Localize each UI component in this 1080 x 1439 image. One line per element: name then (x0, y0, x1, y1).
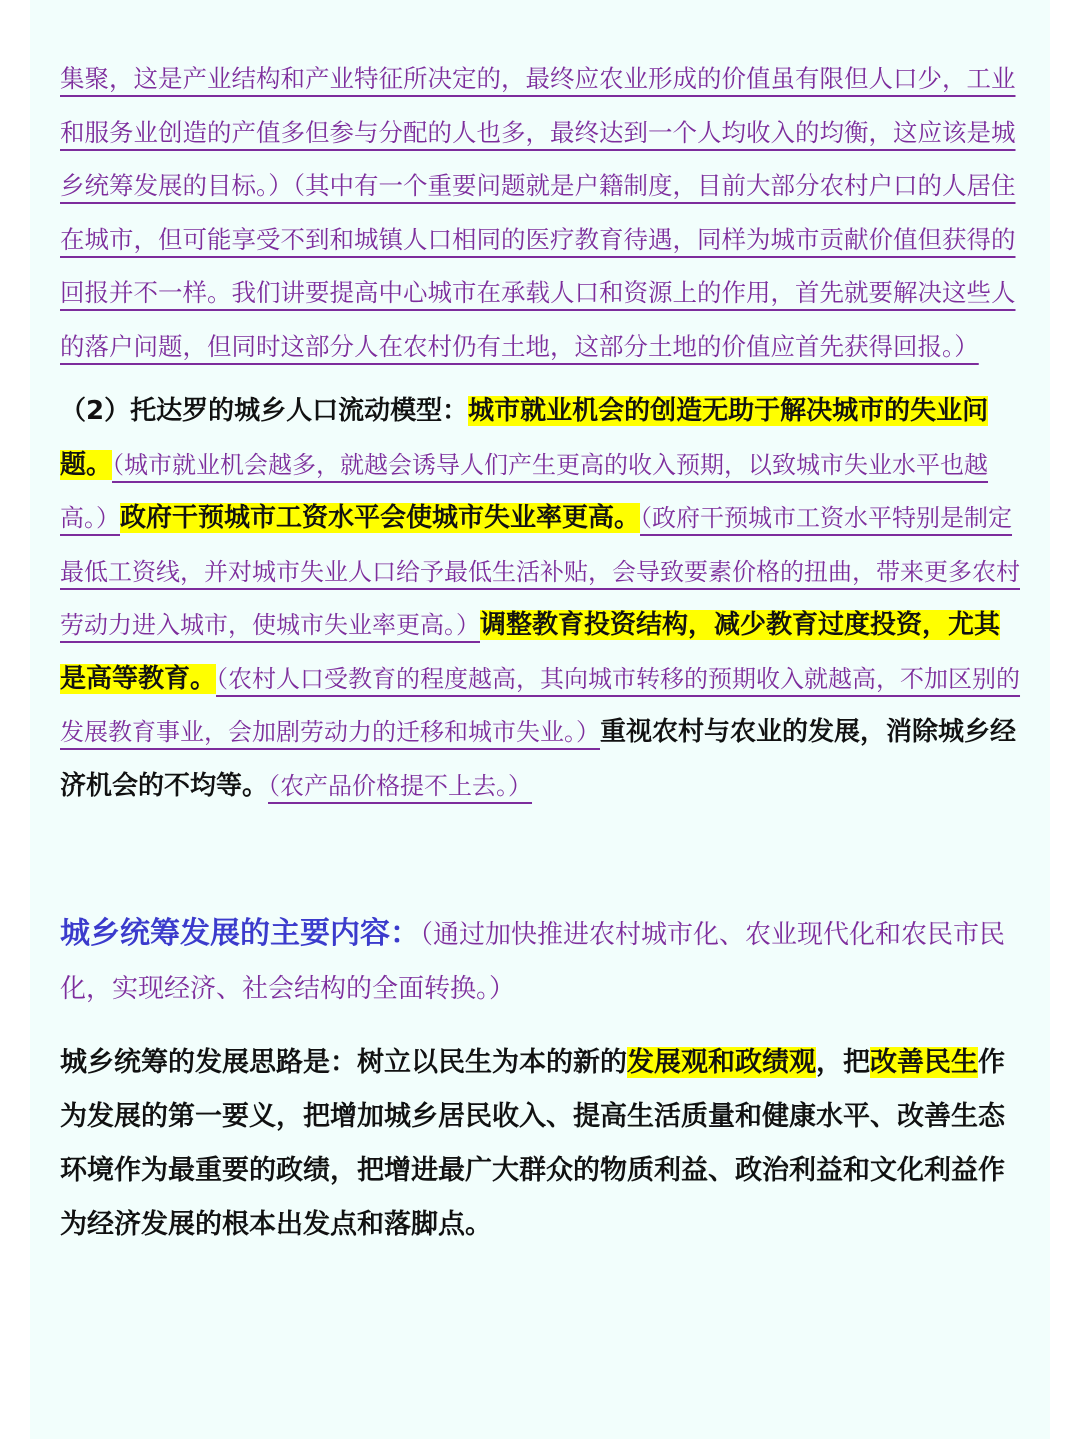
key-point-3: 调整教育投资结构，减少教育过度投资，尤其是高等教育。 (60, 610, 1001, 694)
key-point-1: 城市就业机会的创造无助于解决城市的失业问题。 (60, 396, 989, 480)
idea-text-2: ，把 (816, 1047, 870, 1078)
annotation-note-3: （农村人口受教育的程度越高，其向城市转移的预期收入就越高，不加区别的发展教育事业，会加剧劳动力的迁移和城市失业。） (60, 664, 1021, 746)
annotation-note: 集聚，这是产业结构和产业特征所决定的，最终应农业形成的价值虽有限但人口少，工业和服务业创造的产值多但参与分配的人也多，最终达到一个人均收入的均衡，这应该是城乡统筹发展的目标。）（其中有一个重要问题就是户籍制度，目前大部分农村户口的人居住在城市，但可能享受不到和城镇人口相同的医疗教育待遇，同样为城市贡献价值但获得的回报并不一样。我们讲要提高中心城市在承载人口和资源上的作用，首先就要解决这些人的落户问题，但同时这部分人在农村仍有土地，这部分土地的价值应首先获得回报。） (60, 64, 1016, 361)
annotation-note-2: （政府干预城市工资水平特别是制定最低工资线，并对城市失业人口给予最低生活补贴，会导致要素价格的扭曲，带来更多农村劳动力进入城市，使城市失业率更高。） (60, 504, 1020, 639)
paragraph-todaro-model (60, 385, 1020, 813)
page (30, 0, 1050, 1439)
article-content (60, 52, 1020, 1252)
paragraph-main-content (60, 907, 1020, 1016)
annotation-note-1: （城市就业机会越多，就越会诱导人们产生更高的收入预期，以致城市失业水平也越高。） (60, 450, 989, 532)
key-point-4: 重视农村与农业的发展，消除城乡经济机会的不均等。 (60, 717, 1017, 801)
annotation-note-4: （农产品价格提不上去。） (268, 771, 533, 800)
idea-text-3: 作为发展的第一要义，把增加城乡居民收入、提高生活质量和健康水平、改善生态环境作为最重要的政绩，把增进最广大群众的物质利益、政治利益和文化利益作为经济发展的根本出发点和落脚点。 (60, 1047, 1005, 1240)
highlight-development-view: 发展观和政绩观 (627, 1047, 816, 1078)
section-title: 城乡统筹发展的主要内容： (60, 916, 420, 951)
idea-text-1: 城乡统筹的发展思路是：树立以民生为本的新的 (60, 1047, 627, 1078)
paragraph-development-idea (60, 1036, 1020, 1252)
highlight-improve-livelihood: 改善民生 (870, 1047, 978, 1078)
paragraph-1 (60, 52, 1020, 373)
model-heading: （2）托达罗的城乡人口流动模型： (60, 396, 469, 426)
key-point-2: 政府干预城市工资水平会使城市失业率更高。 (120, 503, 641, 533)
section-note: （通过加快推进农村城市化、农业现代化和农民市民化，实现经济、社会结构的全面转换。） (60, 920, 1006, 1004)
